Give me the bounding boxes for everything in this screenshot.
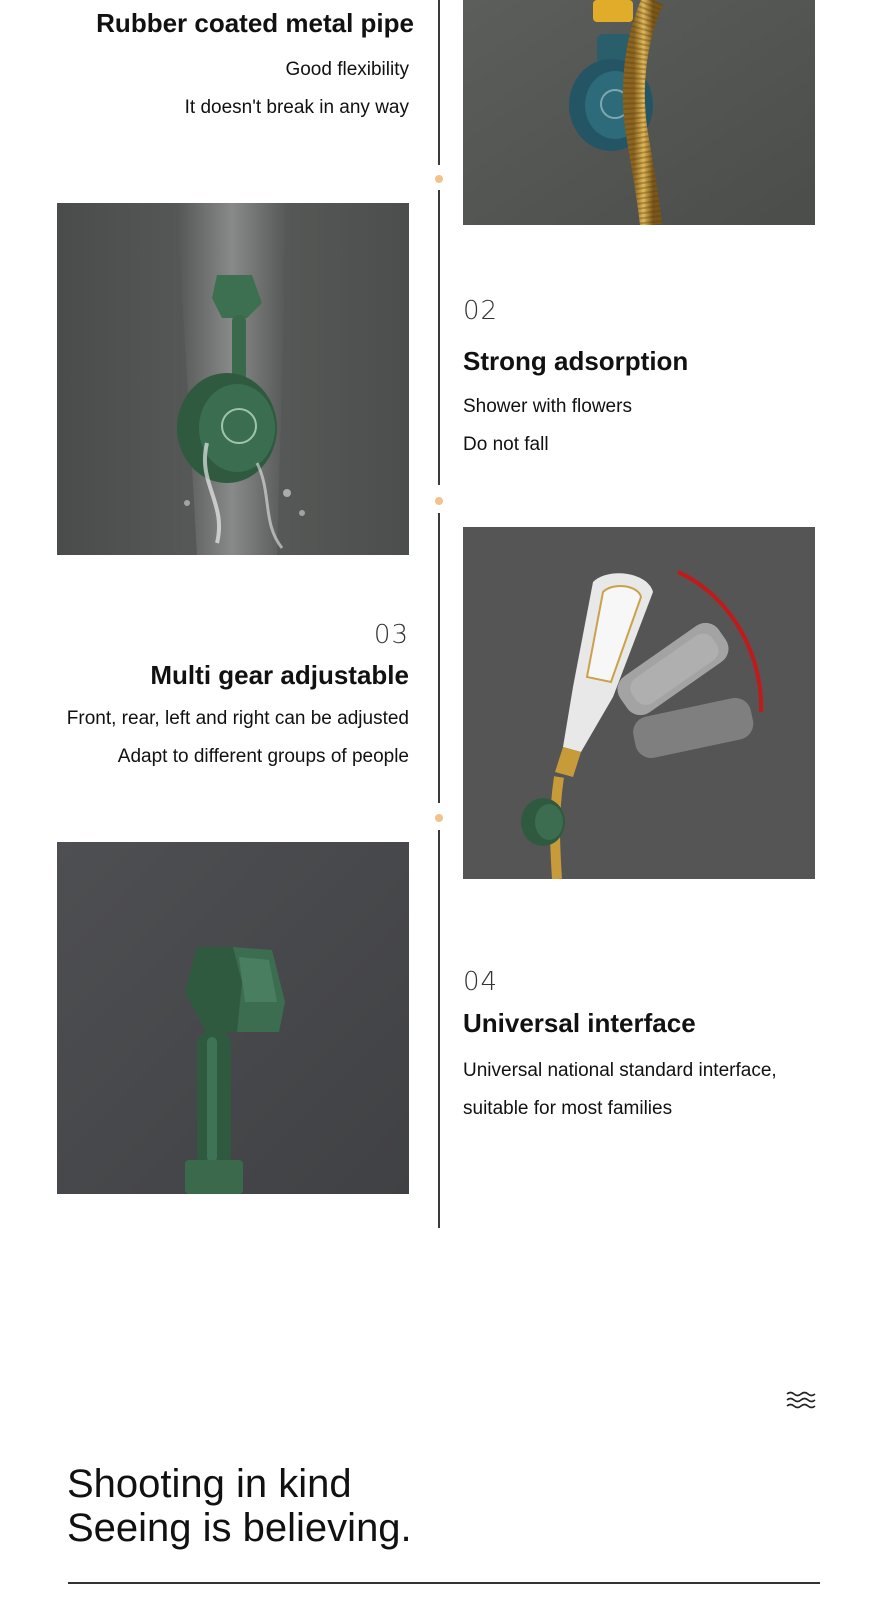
timeline-dot-2 [435,497,443,505]
timeline-dot-1 [435,175,443,183]
feature-4-number: 04 [463,967,499,997]
feature-4-line-1: Universal national standard interface, [463,1060,777,1081]
timeline-line-2 [438,190,440,485]
feature-1-line-2: It doesn't break in any way [184,97,409,118]
feature-1-title: Rubber coated metal pipe [96,8,414,38]
feature-2-number: 02 [463,296,499,326]
feature-4-title: Universal interface [463,1008,696,1038]
photo-adjustable-head [463,527,815,879]
feature-2-title: Strong adsorption [463,346,689,376]
footer-line-1: Shooting in kind [67,1462,352,1506]
footer-line-2: Seeing is believing. [67,1506,412,1550]
feature-3-number: 03 [373,620,409,650]
feature-3-line-2: Adapt to different groups of people [117,746,409,767]
bottom-divider [68,1582,820,1584]
photo-hose-holder [463,0,815,225]
feature-3-line-1: Front, rear, left and right can be adjusted [66,708,409,729]
timeline-line-4 [438,830,440,1228]
photo-holder-closeup [57,842,409,1194]
feature-1-line-1: Good flexibility [285,59,409,80]
timeline-line-1 [438,0,440,165]
timeline-dot-3 [435,814,443,822]
water-waves-icon [786,1390,816,1412]
feature-2-line-2: Do not fall [463,434,549,455]
photo-holder-water [57,203,409,555]
feature-3-title: Multi gear adjustable [150,660,409,690]
feature-2-line-1: Shower with flowers [463,396,632,417]
timeline-line-3 [438,513,440,803]
feature-4-line-2: suitable for most families [463,1098,673,1119]
